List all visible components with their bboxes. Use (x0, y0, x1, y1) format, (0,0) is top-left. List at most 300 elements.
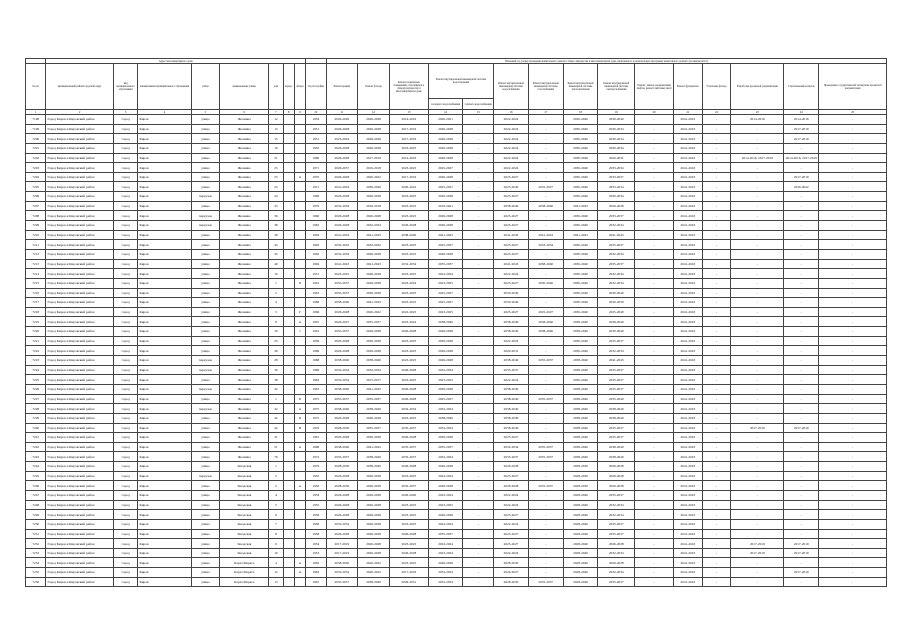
table-cell: Жолкина (220, 442, 269, 452)
table-cell: 2017-2019 (784, 134, 819, 144)
table-cell: 2041-2043 (674, 124, 703, 134)
table-cell (283, 481, 294, 491)
table-cell: 2023-2025 (389, 356, 428, 366)
table-cell: 33 (269, 201, 283, 211)
table-cell: 2014-2016, 2017-2019 (784, 153, 819, 163)
table-cell: - (731, 288, 784, 298)
table-cell: 2035-2040 (598, 394, 635, 404)
table-cell: 2017-2019 (358, 153, 390, 163)
table-cell: 2030-2040 (563, 115, 598, 125)
table-cell: 2030-2040 (563, 134, 598, 144)
table-cell: 2041-2043 (674, 115, 703, 125)
table-cell: - (819, 336, 887, 346)
table-row (26, 394, 887, 404)
table-cell: 23 (269, 172, 283, 182)
table-cell: 7217 (26, 298, 46, 308)
table-cell: 38 (269, 221, 283, 231)
table-cell: - (731, 259, 784, 269)
table-cell: город (113, 124, 138, 134)
table-cell: 2032-2034 (494, 442, 529, 452)
table-cell: 2026-2028 (326, 471, 358, 481)
table-cell: 1955 (306, 500, 326, 510)
table-cell: 7249 (26, 510, 46, 520)
table-cell: - (635, 192, 674, 202)
table-cell: 2022-2024 (428, 269, 463, 279)
table-cell: Киров (138, 124, 191, 134)
table-cell: 2035-2037 (326, 452, 358, 462)
table-cell (294, 384, 305, 394)
table-cell: город (113, 346, 138, 356)
table-cell: - (635, 259, 674, 269)
table-cell: - (702, 259, 731, 269)
table-cell: 1959 (306, 336, 326, 346)
table-cell: - (731, 462, 784, 472)
table-cell: улица (191, 240, 220, 250)
table-cell: Киров (138, 413, 191, 423)
table-cell: 2030-2040 (563, 346, 598, 356)
table-cell: 2028-2030 (563, 481, 598, 491)
table-cell: 2038-2040 (528, 259, 563, 269)
table-cell: 2035-2037 (528, 442, 563, 452)
table-cell: - (463, 153, 494, 163)
table-cell: 2026-2028 (358, 539, 390, 549)
table-cell: 2026-2028 (326, 307, 358, 317)
table-cell: - (635, 163, 674, 173)
col-subheader: холодного водоснабжения (428, 99, 463, 110)
table-cell: 2038-2040 (494, 356, 529, 366)
table-cell: 51 (269, 442, 283, 452)
table-cell: 2038-2040 (358, 356, 390, 366)
table-cell: 2023-2025 (389, 375, 428, 385)
table-cell: - (635, 433, 674, 443)
table-cell: 2026-2026 (326, 115, 358, 125)
table-cell: 2026-2028 (389, 529, 428, 539)
table-cell (283, 143, 294, 153)
table-cell: 2022-2024 (494, 519, 529, 529)
table-cell: 2038-2040 (358, 182, 390, 192)
table-cell (294, 163, 305, 173)
table-cell: 76 (269, 452, 283, 462)
table-cell: 2023-2025 (428, 307, 463, 317)
table-cell: 2035-2037 (428, 442, 463, 452)
table-cell: Киров (138, 433, 191, 443)
table-row (26, 259, 887, 269)
table-cell: Жолкина (220, 278, 269, 288)
table-cell: 2038-2040 (326, 404, 358, 414)
table-cell: 1952 (306, 471, 326, 481)
table-cell: - (819, 433, 887, 443)
table-cell: - (784, 442, 819, 452)
table-cell: 2023-2025 (428, 500, 463, 510)
table-cell: - (784, 143, 819, 153)
table-cell (283, 356, 294, 366)
table-row (26, 356, 887, 366)
table-cell: - (731, 327, 784, 337)
table-cell: - (702, 221, 731, 231)
table-cell: 2020-2022 (784, 182, 819, 192)
table-cell: 2023-2025 (389, 519, 428, 529)
table-cell: переулок (191, 192, 220, 202)
table-cell: - (731, 365, 784, 375)
table-cell: Жолкина (220, 259, 269, 269)
table-cell: - (702, 539, 731, 549)
table-cell: - (635, 539, 674, 549)
table-cell: Заводская (220, 471, 269, 481)
table-cell: 2032-2034 (598, 249, 635, 259)
column-number: 8 (283, 110, 294, 115)
table-cell: Жолкина (220, 327, 269, 337)
table-cell: 2035-2037 (326, 288, 358, 298)
table-cell: Город Киров и Кировский район (46, 172, 113, 182)
table-cell: 2035-2037 (358, 423, 390, 433)
table-cell: - (463, 462, 494, 472)
table-cell: - (819, 143, 887, 153)
table-cell: 2032-2034 (598, 510, 635, 520)
table-cell: 2023-2025 (389, 192, 428, 202)
table-cell: 2041-2043 (674, 230, 703, 240)
table-cell: - (702, 442, 731, 452)
table-cell: 2038-2040 (563, 394, 598, 404)
table-cell: Киров (138, 278, 191, 288)
table-cell: 2022-2024 (494, 336, 529, 346)
table-cell: 2032-2034 (326, 249, 358, 259)
table-row (26, 490, 887, 500)
table-cell (294, 134, 305, 144)
table-cell (294, 153, 305, 163)
table-cell: город (113, 192, 138, 202)
table-cell: - (784, 307, 819, 317)
table-cell: 10 (269, 269, 283, 279)
table-cell: - (635, 356, 674, 366)
table-cell (283, 394, 294, 404)
table-cell: Город Киров и Кировский район (46, 442, 113, 452)
column-number: 5 (191, 110, 220, 115)
table-cell: 7204 (26, 172, 46, 182)
table-cell: 2038-2040 (494, 404, 529, 414)
table-cell: 7213 (26, 259, 46, 269)
table-cell: город (113, 269, 138, 279)
table-cell: - (731, 230, 784, 240)
table-cell: 2028-2040 (563, 500, 598, 510)
table-cell: 1963 (306, 375, 326, 385)
table-cell: 7226 (26, 384, 46, 394)
table-cell: 2035-2037 (598, 423, 635, 433)
table-cell: 2038-2040 (598, 413, 635, 423)
table-cell: 1 (269, 462, 283, 472)
table-cell: - (784, 519, 819, 529)
table-row (26, 201, 887, 211)
table-cell: 2023-2024 (326, 134, 358, 144)
table-cell (283, 384, 294, 394)
table-cell: 2041-2043 (674, 153, 703, 163)
table-cell: - (635, 375, 674, 385)
column-number: 2 (46, 110, 113, 115)
table-cell: Жолкина (220, 172, 269, 182)
table-cell: 2022-2024 (494, 490, 529, 500)
table-cell: 2035-2037 (598, 365, 635, 375)
table-cell: 2017-2019 (731, 548, 784, 558)
table-cell: 2030-2034 (598, 143, 635, 153)
table-cell: 2032-2034 (389, 259, 428, 269)
table-cell: 2041-2043 (326, 230, 358, 240)
table-cell: Город Киров и Кировский район (46, 259, 113, 269)
table-cell: - (463, 115, 494, 125)
table-cell: Город Киров и Кировский район (46, 134, 113, 144)
table-cell: - (819, 163, 887, 173)
table-cell: - (819, 172, 887, 182)
table-cell: 8 (269, 529, 283, 539)
table-cell: 2035-2037 (598, 577, 635, 587)
table-cell: 1969 (306, 346, 326, 356)
table-cell: - (819, 269, 887, 279)
table-row (26, 462, 887, 472)
table-cell: город (113, 201, 138, 211)
table-row (26, 124, 887, 134)
table-row (26, 163, 887, 173)
table-cell: А (294, 172, 305, 182)
table-cell: Город Киров и Кировский район (46, 577, 113, 587)
table-cell: 2022-2024 (494, 143, 529, 153)
table-cell: 7208 (26, 211, 46, 221)
col-header: улица (191, 64, 220, 110)
table-cell: - (819, 201, 887, 211)
table-cell: - (819, 115, 887, 125)
table-cell: Город Киров и Кировский район (46, 115, 113, 125)
table-cell: Киров (138, 172, 191, 182)
table-cell: 2041-2043 (674, 490, 703, 500)
table-cell: - (731, 413, 784, 423)
table-cell: 2026-2028 (389, 221, 428, 231)
table-cell: 2035-2027 (528, 182, 563, 192)
table-cell: 1956 (306, 519, 326, 529)
table-cell: 2025-2027 (428, 394, 463, 404)
table-cell: Киров (138, 307, 191, 317)
table-cell: - (819, 182, 887, 192)
table-cell: Жолкина (220, 163, 269, 173)
table-cell: - (784, 327, 819, 337)
table-row (26, 153, 887, 163)
table-cell: 2041-2043 (674, 307, 703, 317)
table-cell: 2026-2028 (428, 356, 463, 366)
table-cell: - (731, 394, 784, 404)
table-cell: - (702, 240, 731, 250)
table-cell: - (528, 500, 563, 510)
table-cell: Киров (138, 529, 191, 539)
table-row (26, 519, 887, 529)
table-cell: Жолкина (220, 346, 269, 356)
table-cell: - (635, 221, 674, 231)
table-cell: - (463, 182, 494, 192)
table-cell: улица (191, 346, 220, 356)
table-cell: Киров (138, 153, 191, 163)
table-cell: 2030-2040 (563, 124, 598, 134)
table-cell: 2026-2028 (389, 327, 428, 337)
table-cell: 2035-2037 (598, 336, 635, 346)
table-cell: - (635, 384, 674, 394)
table-cell (283, 568, 294, 578)
col-header: Строительный контроль (784, 64, 819, 110)
table-cell: 2032-2034 (358, 221, 390, 231)
table-cell: 2032-2034 (428, 404, 463, 414)
table-cell: 2026-2028 (326, 490, 358, 500)
table-cell: - (784, 346, 819, 356)
table-cell: - (784, 500, 819, 510)
table-cell: улица (191, 269, 220, 279)
table-cell: 7253 (26, 548, 46, 558)
table-cell: 2032-2034 (428, 577, 463, 587)
col-header: Ремонт внутридомовой инженерной системы электроснабжения (598, 64, 635, 110)
table-cell: 2030-2040 (563, 288, 598, 298)
table-cell: 2025-2027 (428, 182, 463, 192)
col-header: Год постройки (306, 64, 326, 110)
table-cell: 2038-2040 (494, 201, 529, 211)
table-cell: 2041-2043 (674, 211, 703, 221)
table-cell: 2028-2040 (563, 558, 598, 568)
table-cell: - (635, 134, 674, 144)
table-cell: - (784, 413, 819, 423)
table-cell: 2026-2028 (494, 481, 529, 491)
table-cell (283, 124, 294, 134)
table-cell (283, 240, 294, 250)
table-cell: - (463, 172, 494, 182)
table-cell: Город Киров и Кировский район (46, 124, 113, 134)
table-cell: 2023-2025 (389, 211, 428, 221)
table-cell: 2023-2025 (389, 336, 428, 346)
table-cell: - (702, 211, 731, 221)
table-cell (294, 336, 305, 346)
table-cell: 2026-2028 (326, 192, 358, 202)
table-cell: - (528, 143, 563, 153)
table-cell: город (113, 375, 138, 385)
table-cell: 7221 (26, 336, 46, 346)
table-cell: Город Киров и Кировский район (46, 317, 113, 327)
table-cell: 1951 (306, 124, 326, 134)
table-cell: 2017-2019 (784, 548, 819, 558)
col-header: вид муниципального образования (113, 64, 138, 110)
column-number: 14 (428, 110, 463, 115)
table-cell: 7251 (26, 529, 46, 539)
table-cell: 2041-2043 (674, 500, 703, 510)
table-cell: - (702, 346, 731, 356)
table-cell: - (731, 442, 784, 452)
table-cell: - (702, 230, 731, 240)
table-cell: 2026-2028 (428, 346, 463, 356)
table-cell: 2026-2028 (598, 201, 635, 211)
table-cell: 2025-2027 (494, 240, 529, 250)
table-cell: 2028-2030 (326, 481, 358, 491)
table-cell: 2030-2040 (563, 143, 598, 153)
table-cell: - (463, 490, 494, 500)
table-cell: 1 (269, 278, 283, 288)
table-cell: - (635, 500, 674, 510)
table-cell: 2026-2028 (428, 510, 463, 520)
table-cell: - (463, 346, 494, 356)
column-number: 16 (494, 110, 529, 115)
table-cell: 2028-2040 (563, 539, 598, 549)
table-cell: - (528, 413, 563, 423)
table-cell: 2030-2040 (528, 278, 563, 288)
table-cell (283, 211, 294, 221)
table-cell: 2041-2043 (358, 230, 390, 240)
table-cell: - (702, 153, 731, 163)
table-cell: 2026-2028 (428, 143, 463, 153)
table-cell: улица (191, 462, 220, 472)
table-cell: 2033-2034 (598, 182, 635, 192)
table-cell: 16 (269, 143, 283, 153)
table-cell: 2035-2037 (598, 490, 635, 500)
table-cell (294, 259, 305, 269)
table-cell: 2022-2024 (428, 539, 463, 549)
table-cell: - (784, 452, 819, 462)
table-cell: город (113, 307, 138, 317)
table-cell: - (731, 490, 784, 500)
table-cell: город (113, 356, 138, 366)
col-header: Проведение государственной экспертизы проектной документации (819, 64, 887, 110)
table-row (26, 143, 887, 153)
table-cell: 2041-2043 (674, 201, 703, 211)
table-cell: 2038-2040 (563, 356, 598, 366)
table-cell: - (463, 134, 494, 144)
table-cell: - (463, 278, 494, 288)
table-cell: 2032-2034 (428, 568, 463, 578)
table-cell: 2023-2025 (389, 269, 428, 279)
table-cell: 1954 (306, 539, 326, 549)
table-cell: 2026-2028 (326, 211, 358, 221)
table-cell: город (113, 327, 138, 337)
table-cell: - (784, 384, 819, 394)
table-cell (294, 346, 305, 356)
table-cell: Жолкина (220, 269, 269, 279)
table-cell: - (463, 192, 494, 202)
table-cell: Жолкина (220, 394, 269, 404)
table-cell: - (702, 288, 731, 298)
table-cell: 2035-2037 (428, 259, 463, 269)
table-cell: - (819, 365, 887, 375)
table-cell: 7228 (26, 404, 46, 414)
table-cell: 2030-2040 (563, 182, 598, 192)
table-cell: - (819, 423, 887, 433)
table-cell (294, 249, 305, 259)
table-cell: - (731, 481, 784, 491)
table-cell: 2028-2040 (563, 490, 598, 500)
table-cell: 2041-2043 (674, 548, 703, 558)
table-cell: 2029-2031 (494, 346, 529, 356)
table-cell: - (635, 568, 674, 578)
column-number: 17 (528, 110, 563, 115)
table-cell: 2026-2028 (326, 346, 358, 356)
table-row (26, 317, 887, 327)
table-cell: город (113, 336, 138, 346)
table-cell: 2026-2028 (428, 124, 463, 134)
table-cell: Город Киров и Кировский район (46, 548, 113, 558)
table-cell: 2023-2025 (389, 249, 428, 259)
table-cell: 2026-2028 (428, 221, 463, 231)
table-cell: - (784, 558, 819, 568)
table-cell: - (731, 249, 784, 259)
table-cell: Карла Маркса (220, 568, 269, 578)
table-cell: 2023-2025 (389, 163, 428, 173)
table-cell: переулок (191, 356, 220, 366)
table-cell: 2026-2027 (494, 568, 529, 578)
table-cell: 2038-2040 (563, 452, 598, 462)
table-cell: 2030-2040 (563, 211, 598, 221)
table-cell: 7252 (26, 539, 46, 549)
table-cell: - (702, 462, 731, 472)
table-row (26, 558, 887, 568)
table-cell: 2026-2028 (358, 288, 390, 298)
table-cell: - (528, 298, 563, 308)
table-cell: 7216 (26, 288, 46, 298)
